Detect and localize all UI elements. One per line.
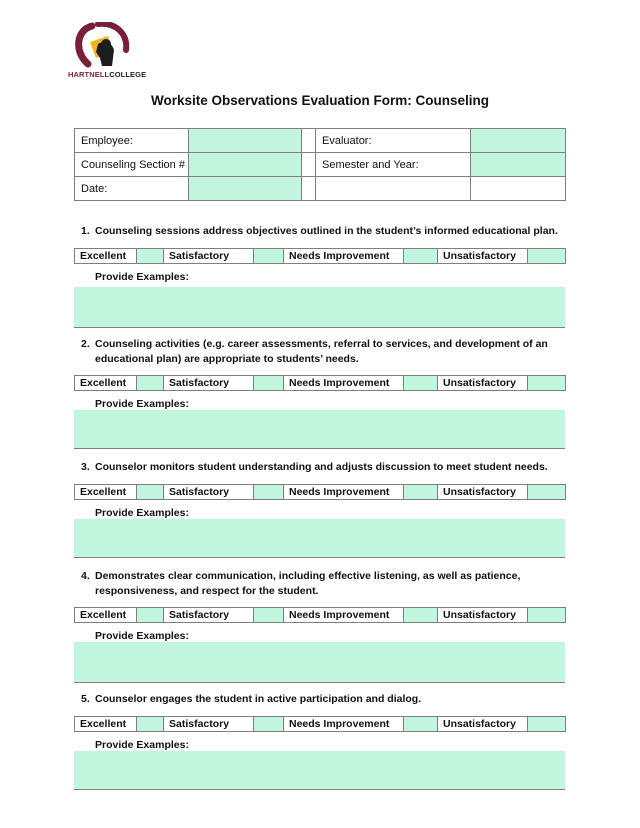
rating-needs-improvement-label: Needs Improvement [284,249,404,264]
examples-field-4[interactable] [74,642,565,683]
rating-satisfactory-label: Satisfactory [164,717,254,732]
rating-unsatisfactory-box[interactable] [528,249,566,264]
examples-label-3: Provide Examples: [95,507,189,519]
rating-needs-improvement-box[interactable] [404,485,438,500]
rating-unsatisfactory-label: Unsatisfactory [438,717,528,732]
rating-unsatisfactory-label: Unsatisfactory [438,608,528,623]
rating-unsatisfactory-box[interactable] [528,376,566,391]
rating-needs-improvement-box[interactable] [404,249,438,264]
section-label: Counseling Section # [75,153,189,177]
rating-satisfactory-box[interactable] [254,376,284,391]
rating-unsatisfactory-label: Unsatisfactory [438,485,528,500]
rating-satisfactory-box[interactable] [254,485,284,500]
question-2: 2. Counseling activities (e.g. career assessments, referral to services, and development of an educational plan) are appropriate to students’ needs. [81,338,548,365]
rating-row-3 [74,484,566,500]
rating-satisfactory-label: Satisfactory [164,376,254,391]
semester-field[interactable] [471,153,566,177]
question-3: 3. Counselor monitors student understanding and adjusts discussion to meet student needs. [81,461,548,473]
rating-needs-improvement-box[interactable] [404,376,438,391]
date-field[interactable] [189,177,302,201]
employee-label: Employee: [75,129,189,153]
rating-excellent-box[interactable] [137,376,164,391]
examples-label-2: Provide Examples: [95,398,189,410]
section-field[interactable] [189,153,302,177]
examples-label-5: Provide Examples: [95,739,189,751]
rating-satisfactory-box[interactable] [254,249,284,264]
examples-field-1[interactable] [74,287,565,328]
employee-field[interactable] [189,129,302,153]
evaluator-field[interactable] [471,129,566,153]
rating-satisfactory-label: Satisfactory [164,485,254,500]
info-table [74,128,566,201]
date-label: Date: [75,177,189,201]
examples-label-4: Provide Examples: [95,630,189,642]
spacer-cell [302,177,316,201]
examples-label-1: Provide Examples: [95,271,189,283]
rating-needs-improvement-label: Needs Improvement [284,485,404,500]
rating-satisfactory-box[interactable] [254,608,284,623]
examples-field-2[interactable] [74,410,565,449]
logo-wordmark: HARTNELLCOLLEGE [68,70,147,79]
examples-field-5[interactable] [74,751,565,790]
rating-excellent-label: Excellent [75,608,137,623]
rating-unsatisfactory-box[interactable] [528,717,566,732]
rating-satisfactory-label: Satisfactory [164,249,254,264]
question-5: 5. Counselor engages the student in active participation and dialog. [81,693,422,705]
rating-unsatisfactory-box[interactable] [528,608,566,623]
question-4: 4. Demonstrates clear communication, including effective listening, as well as patience, responsiveness, and respect for the student. [81,570,521,597]
rating-row-2 [74,375,566,391]
page-title: Worksite Observations Evaluation Form: Counseling [150,93,490,108]
rating-row-1 [74,248,566,264]
rating-needs-improvement-label: Needs Improvement [284,717,404,732]
rating-row-5 [74,716,566,732]
rating-excellent-box[interactable] [137,608,164,623]
rating-satisfactory-label: Satisfactory [164,608,254,623]
rating-excellent-label: Excellent [75,485,137,500]
evaluator-label: Evaluator: [316,129,471,153]
rating-excellent-label: Excellent [75,376,137,391]
rating-row-4 [74,607,566,623]
rating-needs-improvement-box[interactable] [404,717,438,732]
spacer-cell [302,129,316,153]
rating-needs-improvement-label: Needs Improvement [284,608,404,623]
rating-unsatisfactory-box[interactable] [528,485,566,500]
examples-field-3[interactable] [74,519,565,558]
rating-excellent-label: Excellent [75,717,137,732]
semester-label: Semester and Year: [316,153,471,177]
rating-excellent-label: Excellent [75,249,137,264]
question-1: 1. Counseling sessions address objectives outlined in the student’s informed educational plan. [81,225,558,237]
rating-excellent-box[interactable] [137,249,164,264]
rating-satisfactory-box[interactable] [254,717,284,732]
spacer-cell [302,153,316,177]
rating-unsatisfactory-label: Unsatisfactory [438,249,528,264]
rating-unsatisfactory-label: Unsatisfactory [438,376,528,391]
rating-needs-improvement-label: Needs Improvement [284,376,404,391]
empty-cell [316,177,471,201]
empty-cell [471,177,566,201]
rating-needs-improvement-box[interactable] [404,608,438,623]
rating-excellent-box[interactable] [137,717,164,732]
rating-excellent-box[interactable] [137,485,164,500]
